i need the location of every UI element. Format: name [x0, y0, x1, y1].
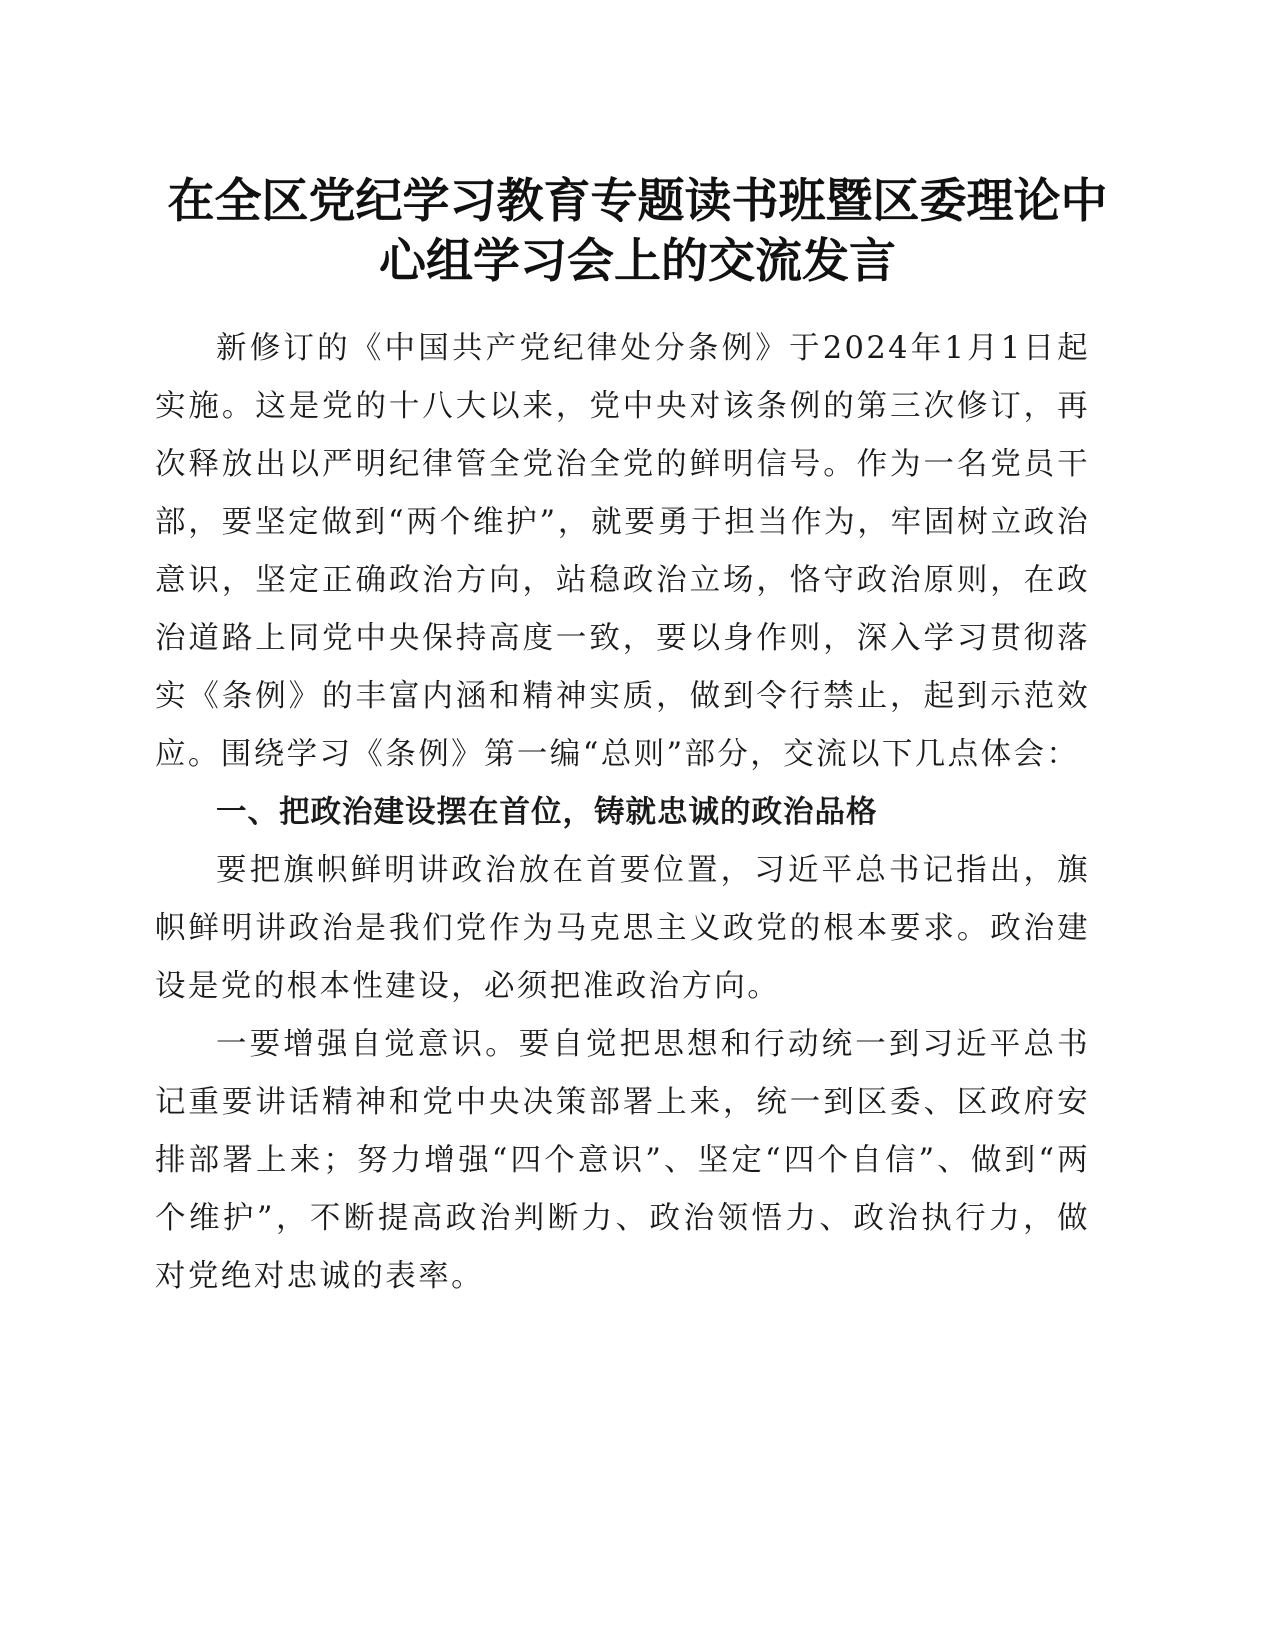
- section-heading-1: 一、把政治建设摆在首位，铸就忠诚的政治品格: [216, 795, 878, 830]
- document-title: [150, 172, 1125, 292]
- intro-paragraph: 新修订的《中国共产党纪律处分条例》于2024年1月1日起实施。这是党的十八大以来，党中央对该条例的第三次修订，再次释放出以严明纪律管全党治全党的鲜明信号。作为一名党员干部，要坚定做到“两个维护”，就要勇于担当作为，牢固树立政治意识，坚定正确政治方向，站稳政治立场，恪守政治原则，在政治道路上同党中央保持高度一致，要以身作则，深入学习贯彻落实《条例》的丰富内涵和精神实质，做到令行禁止，起到示范效应。围绕学习《条例》第一编“总则”部分，交流以下几点体会：: [155, 331, 1090, 772]
- section-1-paragraph-2: 一要增强自觉意识。要自觉把思想和行动统一到习近平总书记重要讲话精神和党中央决策部署上来，统一到区委、区政府安排部署上来；努力增强“四个意识”、坚定“四个自信”、做到“两个维护”，不断提高政治判断力、政治领悟力、政治执行力，做对党绝对忠诚的表率。: [155, 1027, 1090, 1294]
- title-line-1: 在全区党纪学习教育专题读书班暨区委理论中: [167, 174, 1108, 229]
- section-1-paragraph-1: 要把旗帜鲜明讲政治放在首要位置，习近平总书记指出，旗帜鲜明讲政治是我们党作为马克思主义政党的根本要求。政治建设是党的根本性建设，必须把准政治方向。: [155, 853, 1090, 1004]
- title-line-2: 心组学习会上的交流发言: [379, 234, 896, 289]
- document-body: [155, 320, 1090, 1306]
